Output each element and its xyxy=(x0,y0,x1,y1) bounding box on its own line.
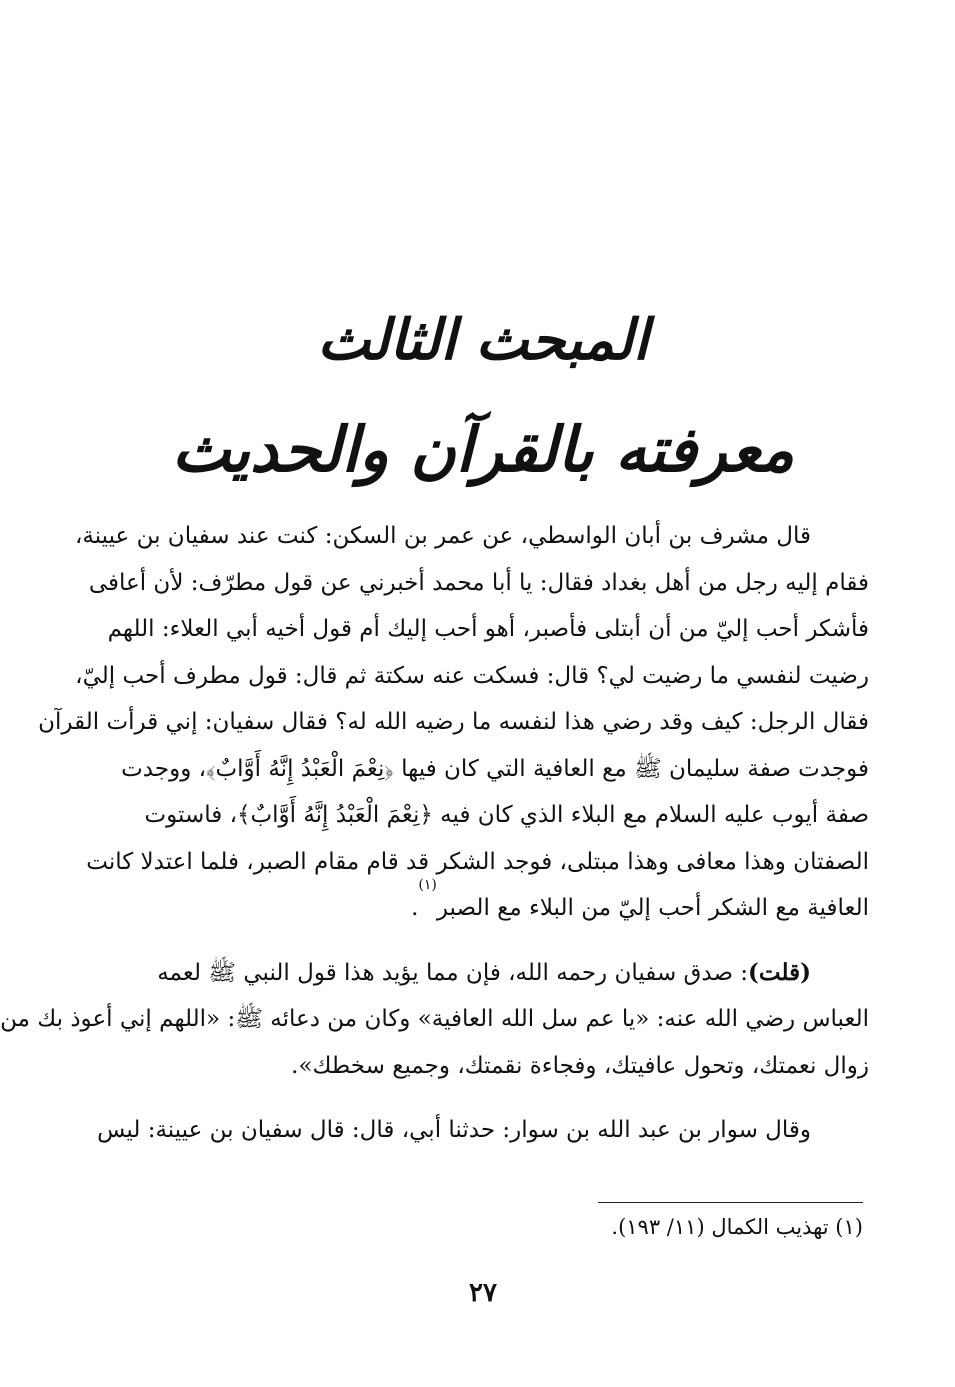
paragraph-line: فقال الرجل: كيف وقد رضي هذا لنفسه ما رضيه الله له؟ فقال سفيان: إني قرأت القرآن xyxy=(38,709,869,735)
paragraph-last-line-end: . xyxy=(411,895,419,921)
paragraph-line-text: : صدق سفيان رحمه الله، فإن مما يؤيد هذا قول النبي ﷺ لعمه xyxy=(157,959,749,986)
qult-label: (قلت) xyxy=(748,958,811,986)
paragraph-line xyxy=(99,950,869,997)
paragraph-line: زوال نعمتك، وتحول عافيتك، وفجاءة نقمتك، وجميع سخطك». xyxy=(291,1052,869,1079)
paragraph-gap xyxy=(99,1089,869,1107)
paragraph-line: العباس رضي الله عنه: «يا عم سل الله العافية» وكان من دعائه ﷺ: «اللهم إني أعوذ بك من xyxy=(0,1006,869,1032)
paragraph-line: فأشكر أحب إليّ من أن أبتلى فأصبر، أهو أحب إليك أم قول أخيه أبي العلاء: اللهم xyxy=(107,616,869,642)
chapter-title: معرفته بالقرآن والحديث xyxy=(171,413,795,486)
paragraph-line: صفة أيوب عليه السلام مع البلاء الذي كان فيه ﴿نِعْمَ الْعَبْدُ إِنَّهُ أَوَّابٌ﴾، فاستوت xyxy=(144,802,869,828)
paragraph-line: رضيت لنفسي ما رضيت لي؟ قال: فسكت عنه سكتة ثم قال: قول مطرف أحب إليّ، xyxy=(75,662,869,689)
paragraph-gap xyxy=(99,932,869,950)
footnote: (١) تهذيب الكمال (١١/ ١٩٣). xyxy=(611,1215,863,1239)
footnote-reference: (١) xyxy=(418,877,437,893)
paragraph-line: قال مشرف بن أبان الواسطي، عن عمر بن السكن: كنت عند سفيان بن عيينة، xyxy=(74,523,811,549)
section-heading: المبحث الثالث xyxy=(317,307,649,373)
paragraph-last-line xyxy=(99,877,869,932)
body-text xyxy=(0,513,869,1154)
paragraph-line: فقام إليه رجل من أهل بغداد فقال: يا أبا محمد أخبرني عن قول مطرّف: لأن أعافى xyxy=(88,569,869,596)
paragraph-line: الصفتان وهذا معافى وهذا مبتلى، فوجد الشكر قد قام مقام الصبر، فلما اعتدلا كانت xyxy=(86,848,869,875)
paragraph-last-line-text: العافية مع الشكر أحب إليّ من البلاء مع الصبر xyxy=(436,895,869,921)
footnote-divider xyxy=(598,1202,863,1203)
paragraph-line: وقال سوار بن عبد الله بن سوار: حدثنا أبي، قال: قال سفيان بن عيينة: ليس xyxy=(97,1117,811,1143)
page-number: ٢٧ xyxy=(469,1278,497,1308)
paragraph-line: فوجدت صفة سليمان ﷺ مع العافية التي كان فيها ﴿نِعْمَ الْعَبْدُ إِنَّهُ أَوَّابٌ﴾، ووجدت xyxy=(121,755,869,782)
